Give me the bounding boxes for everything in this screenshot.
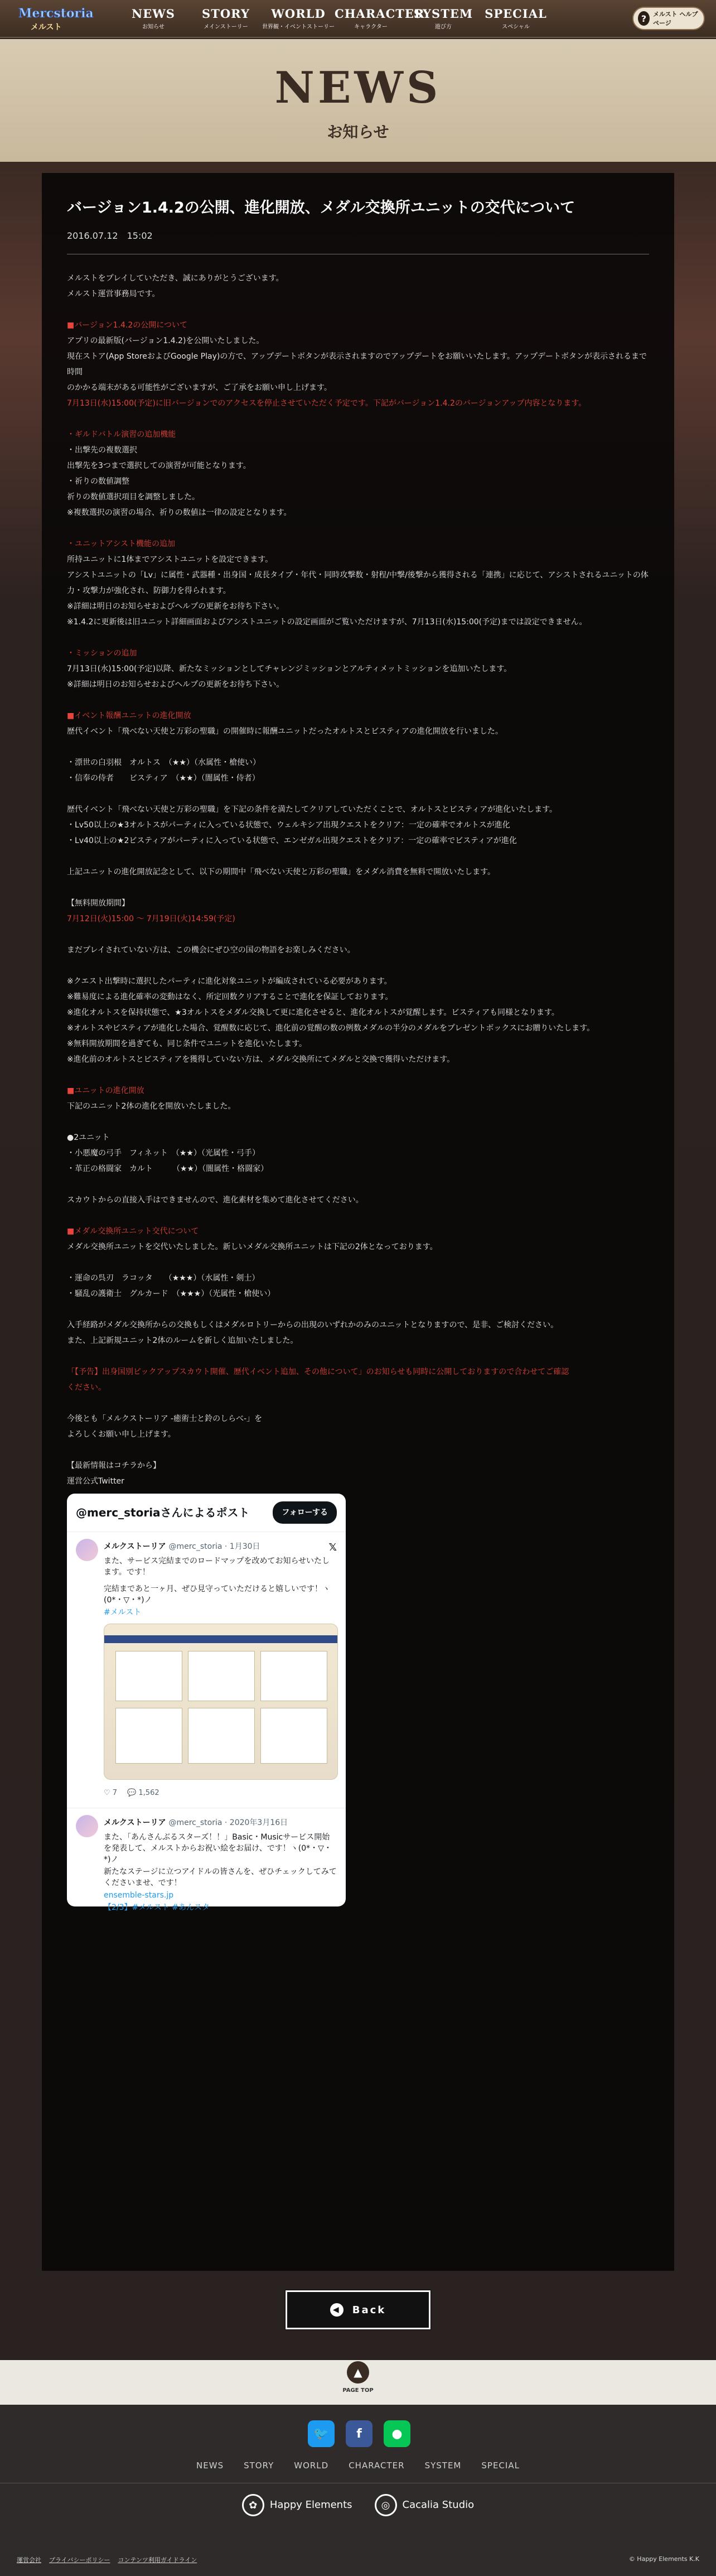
page-top-label: PAGE TOP bbox=[342, 2387, 374, 2394]
article-line bbox=[67, 927, 649, 942]
follow-button[interactable]: フォローする bbox=[273, 1501, 337, 1524]
article-line bbox=[67, 1302, 649, 1317]
article-line: 7月12日(火)15:00 ～ 7月19日(火)14:59(予定) bbox=[67, 914, 235, 923]
article-title: バージョン1.4.2の公開、進化開放、メダル交換所ユニットの交代について bbox=[67, 199, 575, 216]
article-line: 「【予告】出身国別ピックアップスカウト開催、歴代イベント追加、その他について」のお知らせも同時に公開しておりますので合わせてご確認 bbox=[67, 1368, 569, 1376]
article-line: 出撃先を3つまで選択しての演習が可能となります。 bbox=[67, 461, 251, 470]
article-line: ※進化オルトスを保持状態で、★3オルトスをメダル交換して更に進化させると、進化オルトスが覚醒します。ビスティアも同様となります。 bbox=[67, 1008, 559, 1017]
tweet[interactable] bbox=[67, 1532, 346, 1808]
logo-text: Mercstoria bbox=[18, 6, 94, 21]
copyright: © Happy Elements K.K bbox=[628, 2555, 699, 2563]
article-line: ・Lv40以上の★2ビスティアがパーティに入っている状態で、エンゼガル出現クエストをクリア：一定の確率でビスティアが進化 bbox=[67, 836, 517, 845]
site-logo[interactable] bbox=[11, 2, 95, 35]
article-line bbox=[67, 1442, 649, 1458]
article-line: ■イベント報酬ユニットの進化開放 bbox=[67, 711, 191, 720]
nav-character[interactable]: CHARACTER キャラクター bbox=[335, 7, 425, 30]
article-line: ・漂世の白羽根 オルトス （★★）（水属性・槍使い） bbox=[67, 758, 260, 767]
tweet[interactable] bbox=[67, 1808, 346, 1920]
privacy-policy-link[interactable]: プライバシーポリシー bbox=[49, 2556, 110, 2564]
article-line: ・Lv50以上の★3オルトスがパーティに入っている状態で、ウェルキシア出現クエストをクリア：一定の確率でオルトスが進化 bbox=[67, 821, 510, 830]
article-line: 今後とも「メルクストーリア -癒術士と鈴のしらべ-」を bbox=[67, 1414, 263, 1423]
article-line: 上記ユニットの進化開放記念として、以下の期間中「飛べない天使と万彩の聖職」をメダル消費を無料で開放いたします。 bbox=[67, 868, 496, 877]
article-line: 下記のユニット2体の進化を開放いたしました。 bbox=[67, 1102, 236, 1111]
avatar bbox=[76, 1539, 98, 1561]
tweet-handle: @merc_storia · 2020年3月16日 bbox=[168, 1818, 288, 1827]
article-line: 所持ユニットに1体までアシストユニットを設定できます。 bbox=[67, 555, 273, 564]
nav-world[interactable]: WORLD 世界観・イベントストーリー bbox=[262, 7, 335, 30]
article-line: ※クエスト出撃時に選択したパーティに進化対象ユニットが編成されている必要があります。 bbox=[67, 977, 392, 986]
svg-text:メルスト: メルスト bbox=[31, 23, 62, 32]
footer-nav bbox=[0, 2461, 716, 2471]
social-links bbox=[308, 2420, 410, 2447]
article-line: 7月13日(水)15:00(予定)に旧バージョンでのアクセスを停止させていただく予定です。下記がバージョン1.4.2のバージョンアップ内容となります。 bbox=[67, 399, 587, 408]
article-line bbox=[67, 849, 649, 864]
article-line: ※詳細は明日のお知らせおよびヘルプの更新をお待ち下さい。 bbox=[67, 602, 284, 611]
like-count[interactable]: ♡ 7 bbox=[104, 1789, 118, 1797]
arrow-up-icon: ▲ bbox=[347, 2361, 369, 2384]
tweet-author: メルクストーリア bbox=[104, 1818, 166, 1827]
article-line: ・運命の呉刃 ラコッタ （★★★）（水属性・剣士） bbox=[67, 1274, 260, 1283]
article-line bbox=[67, 739, 649, 755]
article-line: メダル交換所ユニットを交代いたしました。新しいメダル交換所ユニットは下記の2体となっております。 bbox=[67, 1243, 438, 1251]
help-page-label: メルスト ヘルプページ bbox=[652, 11, 698, 27]
article-panel bbox=[42, 173, 674, 2271]
article-line: まだプレイされていない方は、この機会にぜひ空の国の物語をお楽しみください。 bbox=[67, 946, 355, 955]
article-line: ※難易度による進化確率の変動はなく、所定回数クリアすることで進化を保証しております。 bbox=[67, 993, 393, 1001]
article-line bbox=[67, 1395, 649, 1411]
partner-logos bbox=[0, 2494, 716, 2516]
page-title: NEWS bbox=[274, 62, 442, 113]
article-line: 運営公式Twitter bbox=[67, 1477, 124, 1486]
tweet-handle: @merc_storia · 1月30日 bbox=[168, 1542, 260, 1551]
article-line bbox=[67, 1177, 649, 1192]
article-line bbox=[67, 630, 649, 646]
page-top-button[interactable] bbox=[341, 2361, 375, 2395]
tweet-actions bbox=[104, 1785, 337, 1801]
question-icon: ? bbox=[638, 11, 650, 26]
article-line: ●2ユニット bbox=[67, 1133, 110, 1142]
footer-nav-system[interactable]: SYSTEM bbox=[424, 2461, 462, 2471]
footer-nav-special[interactable]: SPECIAL bbox=[481, 2461, 520, 2471]
tweet-author: メルクストーリア bbox=[104, 1542, 166, 1551]
article-line: 【無料開放期間】 bbox=[67, 899, 129, 908]
logo-graphic bbox=[14, 3, 92, 34]
tweet-link[interactable]: ensemble-stars.jp bbox=[104, 1891, 174, 1900]
article-line: ・祈りの数値調整 bbox=[67, 477, 129, 486]
article-line: ■バージョン1.4.2の公開について bbox=[67, 321, 188, 330]
tweet-text: また、サービス完結までのロードマップを改めてお知らせいたします。です！ bbox=[104, 1557, 330, 1577]
nav-news[interactable]: NEWS お知らせ bbox=[132, 7, 175, 30]
article-line: 入手経路がメダル交換所からの交換もしくはメダルロトリーからの出現のいずれかのみのユニットとなりますので、是非、ご検討ください。 bbox=[67, 1321, 559, 1330]
article-line bbox=[67, 1349, 649, 1364]
x-logo-icon: 𝕏 bbox=[328, 1542, 337, 1553]
footer-nav-story[interactable]: STORY bbox=[244, 2461, 274, 2471]
article-line: メルストをプレイしていただき、誠にありがとうございます。 bbox=[67, 274, 284, 283]
article-line: ※複数選択の演習の場合、祈りの数値は一律の設定となります。 bbox=[67, 508, 292, 517]
avatar bbox=[76, 1815, 98, 1837]
article-line: ・小悪魔の弓手 フィネット （★★）（光属性・弓手） bbox=[67, 1149, 260, 1158]
back-button[interactable] bbox=[286, 2290, 430, 2329]
back-arrow-icon: ◀ bbox=[330, 2303, 344, 2317]
article-line bbox=[67, 521, 649, 536]
article-line bbox=[67, 958, 649, 974]
article-line: 歴代イベント「飛べない天使と万彩の聖職」の開催時に報酬ユニットだったオルトスとビスティアの進化開放を行いました。 bbox=[67, 727, 503, 736]
tweet-image-roadmap[interactable] bbox=[104, 1624, 338, 1780]
article-line: 7月13日(水)15:00(予定)以降、新たなミッションとしてチャレンジミッションとアルティメットミッションを追加いたします。 bbox=[67, 665, 512, 673]
article-line: 祈りの数値選択項目を調整しました。 bbox=[67, 493, 200, 502]
article-line: ・ユニットアシスト機能の追加 bbox=[67, 540, 176, 548]
tweet-text: また、「あんさんぶるスターズ！！」Basic・Musicサービス開始を発表して、メルストからお祝い絵をお届け、です！ヽ(0*・▽・*)ノ bbox=[104, 1833, 332, 1864]
tweet-hashtag[interactable]: 【2/3】#メルスト #あんスタ bbox=[104, 1903, 210, 1912]
page-subtitle: お知らせ bbox=[327, 123, 389, 141]
news-hero bbox=[0, 39, 716, 162]
global-nav bbox=[117, 7, 552, 30]
article-line: 現在ストア(App StoreおよびGoogle Play)の方で、アップデートボタンが表示されますのでアップデートをお願いいたします。アップデートボタンが表示されるまで時間 bbox=[67, 352, 647, 377]
twitter-embed[interactable] bbox=[67, 1494, 346, 1912]
tweet-text-2: 新たなステージに立つアイドルの皆さんを、ぜひチェックしてみてくださいませ、です！ bbox=[104, 1867, 337, 1888]
article-line: ・革正の格闘家 カルト （★★）（闇属性・格闘家） bbox=[67, 1164, 269, 1173]
footer-nav-news[interactable]: NEWS bbox=[196, 2461, 224, 2471]
article-line: ください。 bbox=[67, 1383, 106, 1392]
nav-story[interactable]: STORY メインストーリー bbox=[202, 7, 250, 30]
article-line: ※無料開放期間を過ぎても、同じ条件でユニットを進化いたします。 bbox=[67, 1039, 307, 1048]
twitter-icon[interactable]: 🐦 bbox=[308, 2420, 335, 2447]
line-icon[interactable]: ● bbox=[384, 2420, 410, 2447]
article-line: アプリの最新版(バージョン1.4.2)を公開いたしました。 bbox=[67, 336, 264, 345]
footer-nav-character[interactable]: CHARACTER bbox=[349, 2461, 405, 2471]
footer-nav-world[interactable]: WORLD bbox=[294, 2461, 329, 2471]
article-body bbox=[67, 271, 649, 1912]
article-line: スカウトからの直接入手はできませんので、進化素材を集めて進化させてください。 bbox=[67, 1196, 364, 1205]
footer-links bbox=[17, 2555, 197, 2564]
tweet-text-2: 完結まであと一ヶ月、ぜひ見守っていただけると嬉しいです！ヽ(0*・▽・*)ノ bbox=[104, 1585, 330, 1605]
article-line bbox=[67, 1208, 649, 1224]
article-line: ・ギルドバトル演習の追加機能 bbox=[67, 430, 176, 439]
article-line: ・出撃先の複数選択 bbox=[67, 446, 137, 455]
flower-icon: ✿ bbox=[242, 2494, 264, 2516]
twitter-embed-header bbox=[67, 1494, 346, 1532]
facebook-icon[interactable]: f bbox=[346, 2420, 372, 2447]
tweet-hashtag[interactable]: #メルスト bbox=[104, 1608, 142, 1617]
article-line bbox=[67, 692, 649, 708]
article-line: ■ユニットの進化開放 bbox=[67, 1086, 144, 1095]
article-line: よろしくお願い申し上げます。 bbox=[67, 1430, 176, 1439]
twitter-embed-title: @merc_storiaさんによるポスト bbox=[76, 1506, 250, 1519]
article-line bbox=[67, 1255, 649, 1270]
article-line: ※進化前のオルトスとビスティアを獲得していない方は、メダル交換所にてメダルと交換で獲得いただけます。 bbox=[67, 1055, 455, 1064]
article-line: ※詳細は明日のお知らせおよびヘルプの更新をお待ち下さい。 bbox=[67, 680, 284, 689]
site-header bbox=[0, 0, 716, 38]
company-link[interactable]: 運営会社 bbox=[17, 2556, 41, 2564]
article-line: ※オルトスやビスティアが進化した場合、覚醒数に応じて、進化前の覚醒の数の例数メダルの半分のメダルをプレゼントボックスにお贈りいたします。 bbox=[67, 1024, 595, 1033]
cacalia-studio-logo[interactable]: ◎ Cacalia Studio bbox=[375, 2494, 475, 2516]
help-page-button[interactable] bbox=[632, 7, 705, 30]
article-date: 2016.07.12 15:02 bbox=[67, 230, 153, 241]
article-line bbox=[67, 1114, 649, 1130]
article-line: 【最新情報はコチラから】 bbox=[67, 1461, 161, 1470]
article-line: メルスト運営事務局です。 bbox=[67, 290, 160, 298]
article-line: 力・攻撃力が強化され、防御力を得られます。 bbox=[67, 586, 231, 595]
article-lines bbox=[67, 271, 649, 1489]
content-guideline-link[interactable]: コンテンツ利用ガイドライン bbox=[118, 2556, 197, 2564]
article-line: のかかる端末がある可能性がございますが、ご了承をお願い申し上げます。 bbox=[67, 383, 332, 392]
article-line: アシストユニットの「Lv」に属性・武器種・出身国・成長タイプ・年代・同時攻撃数・射程/中撃/後撃から獲得される「連携」に応じて、アシストされるユニットの体 bbox=[67, 571, 649, 580]
article-line bbox=[67, 1067, 649, 1083]
nav-system[interactable]: SYSTEM 遊び方 bbox=[413, 7, 473, 30]
article-line bbox=[67, 411, 649, 427]
article-line: 歴代イベント「飛べない天使と万彩の聖職」を下記の条件を満たしてクリアしていただくことで、オルトスとビスティアが進化いたします。 bbox=[67, 805, 558, 814]
site-footer bbox=[0, 2405, 716, 2576]
article-line: ・信奉の侍者 ビスティア （★★）（闇属性・侍者） bbox=[67, 774, 260, 783]
article-line bbox=[67, 786, 649, 802]
article-line: ・騒乱の護衛士 グルカード （★★★）（光属性・槍使い） bbox=[67, 1289, 275, 1298]
happy-elements-logo[interactable]: ✿ Happy Elements bbox=[242, 2494, 352, 2516]
back-label: Back bbox=[352, 2304, 386, 2316]
reply-count[interactable]: 💬 1,562 bbox=[127, 1789, 159, 1797]
article-line bbox=[67, 880, 649, 895]
ring-icon: ◎ bbox=[375, 2494, 397, 2516]
article-line: ・ミッションの追加 bbox=[67, 649, 137, 658]
nav-special[interactable]: SPECIAL スペシャル bbox=[485, 7, 547, 30]
article-line: ■メダル交換所ユニット交代について bbox=[67, 1227, 199, 1236]
article-line: また、上記新規ユニット2体のルームを新しく追加いたしました。 bbox=[67, 1336, 298, 1345]
article-line bbox=[67, 302, 649, 317]
article-line: ※1.4.2に更新後は旧ユニット詳細画面およびアシストユニットの設定画面がご覧いただけますが、7月13日(水)15:00(予定)までは設定できません。 bbox=[67, 618, 587, 627]
